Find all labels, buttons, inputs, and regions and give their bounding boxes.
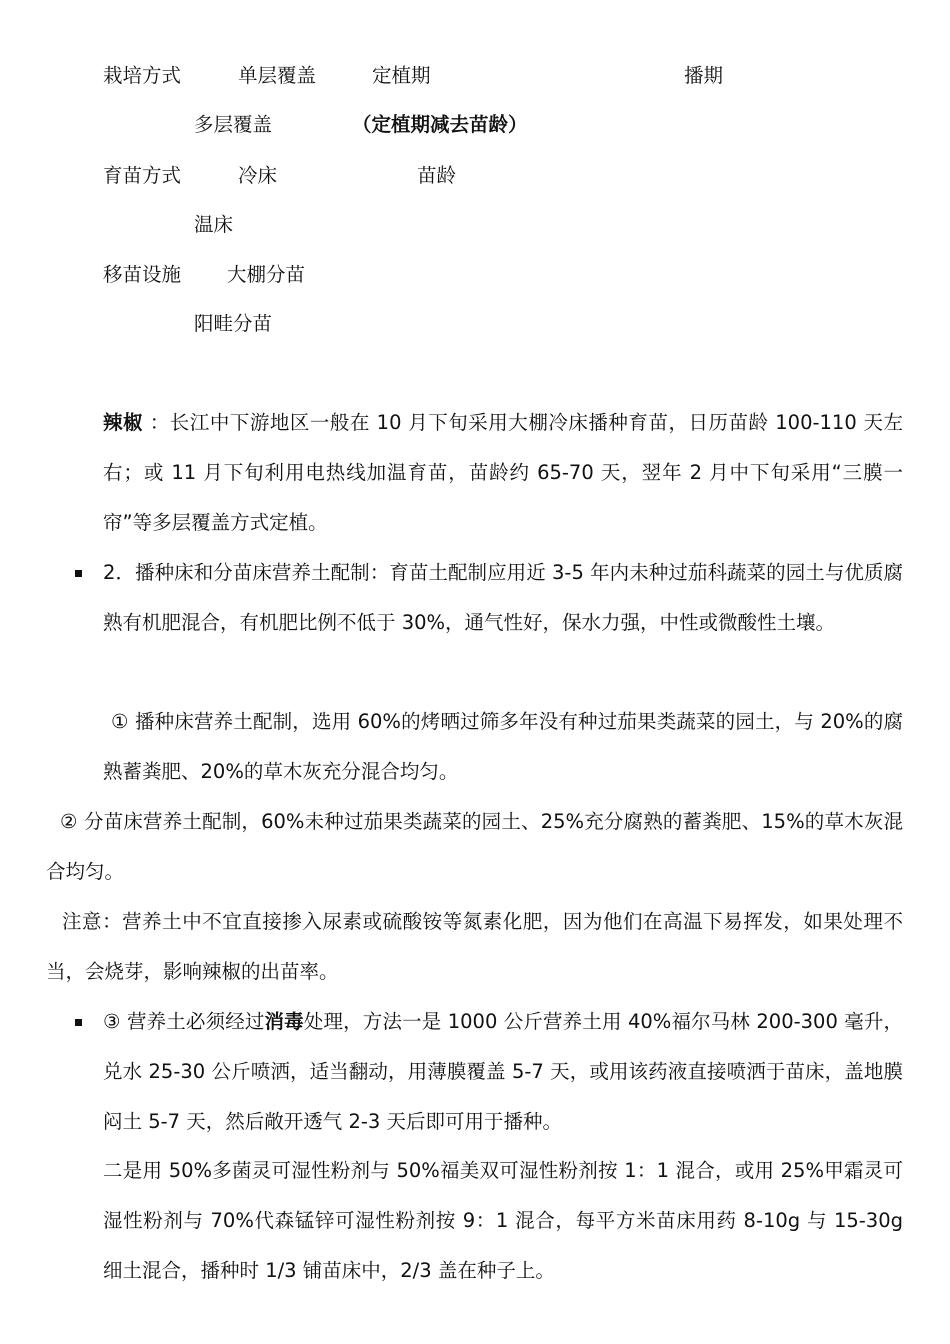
sowing-period: 播期	[684, 64, 724, 87]
pepper-text: ：长江中下游地区一般在 10 月下旬采用大棚冷床播种育苗，日历苗龄 100-110 天左右；或 11 月下旬利用电热线加温育苗，苗龄约 65-70 天，翌年 2 月中下旬采用“三膜一帘”等多层覆盖方式定植。	[103, 411, 903, 534]
method-2-paragraph: 二是用 50%多菌灵可湿性粉剂与 50%福美双可湿性粉剂按 1：1 混合，或用 25%甲霜灵可湿性粉剂与 70%代森锰锌可湿性粉剂按 9：1 混合，每平方米苗床用药 8-10g 与 15-30g 细土混合，播种时 1/3 铺苗床中，2/3 盖在种子上。	[103, 1159, 903, 1282]
label-seedling-method: 育苗方式	[103, 164, 182, 187]
hot-bed: 温床	[194, 213, 234, 236]
label-cultivation-method: 栽培方式	[103, 64, 182, 87]
item-3-pre: ③ 营养土必须经过	[103, 1010, 265, 1033]
sunny-bed-transplant: 阳畦分苗	[194, 312, 273, 335]
note-paragraph: 注意：营养土中不宜直接掺入尿素或硫酸铵等氮素化肥，因为他们在高温下易挥发，如果处理不当，会烧芽，影响辣椒的出苗率。	[46, 910, 903, 983]
bullet-icon	[75, 570, 82, 577]
item-2-paragraph: 2．播种床和分苗床营养土配制：育苗土配制应用近 3-5 年内未种过茄科蔬菜的园土与优质腐熟有机肥混合，有机肥比例不低于 30%，通气性好，保水力强，中性或微酸性土壤。	[103, 561, 903, 634]
planting-period: 定植期	[372, 64, 431, 87]
item-3-post: 处理，方法一是 1000 公斤营养土用 40%福尔马林 200-300 毫升，兑水 25-30 公斤喷洒，适当翻动，用薄膜覆盖 5-7 天，或用该药液直接喷洒于苗床，盖地膜闷土 5-7 天，然后敞开透气 2-3 天后即可用于播种。	[103, 1010, 904, 1133]
sub-item-1-paragraph: ① 播种床营养土配制，选用 60%的烤晒过筛多年没有种过茄果类蔬菜的园土，与 20%的腐熟蓄粪肥、20%的草木灰充分混合均匀。	[103, 710, 903, 783]
item-3-disinfect: 消毒	[264, 1010, 304, 1033]
sub-item-2-paragraph: ② 分苗床营养土配制，60%未种过茄果类蔬菜的园土、25%充分腐熟的蓄粪肥、15%的草木灰混合均匀。	[46, 810, 903, 883]
greenhouse-transplant: 大棚分苗	[227, 263, 306, 286]
single-layer-cover: 单层覆盖	[238, 64, 317, 87]
item-3-paragraph	[103, 997, 903, 1147]
seedling-age: 苗龄	[417, 164, 457, 187]
bullet-icon	[75, 1019, 82, 1026]
cold-bed: 冷床	[238, 164, 278, 187]
pepper-paragraph	[103, 398, 903, 548]
planting-minus-age-note: （定植期减去苗龄）	[352, 113, 528, 136]
multi-layer-cover: 多层覆盖	[194, 113, 273, 136]
pepper-heading: 辣椒	[103, 411, 144, 434]
label-transplant-facility: 移苗设施	[103, 263, 182, 286]
